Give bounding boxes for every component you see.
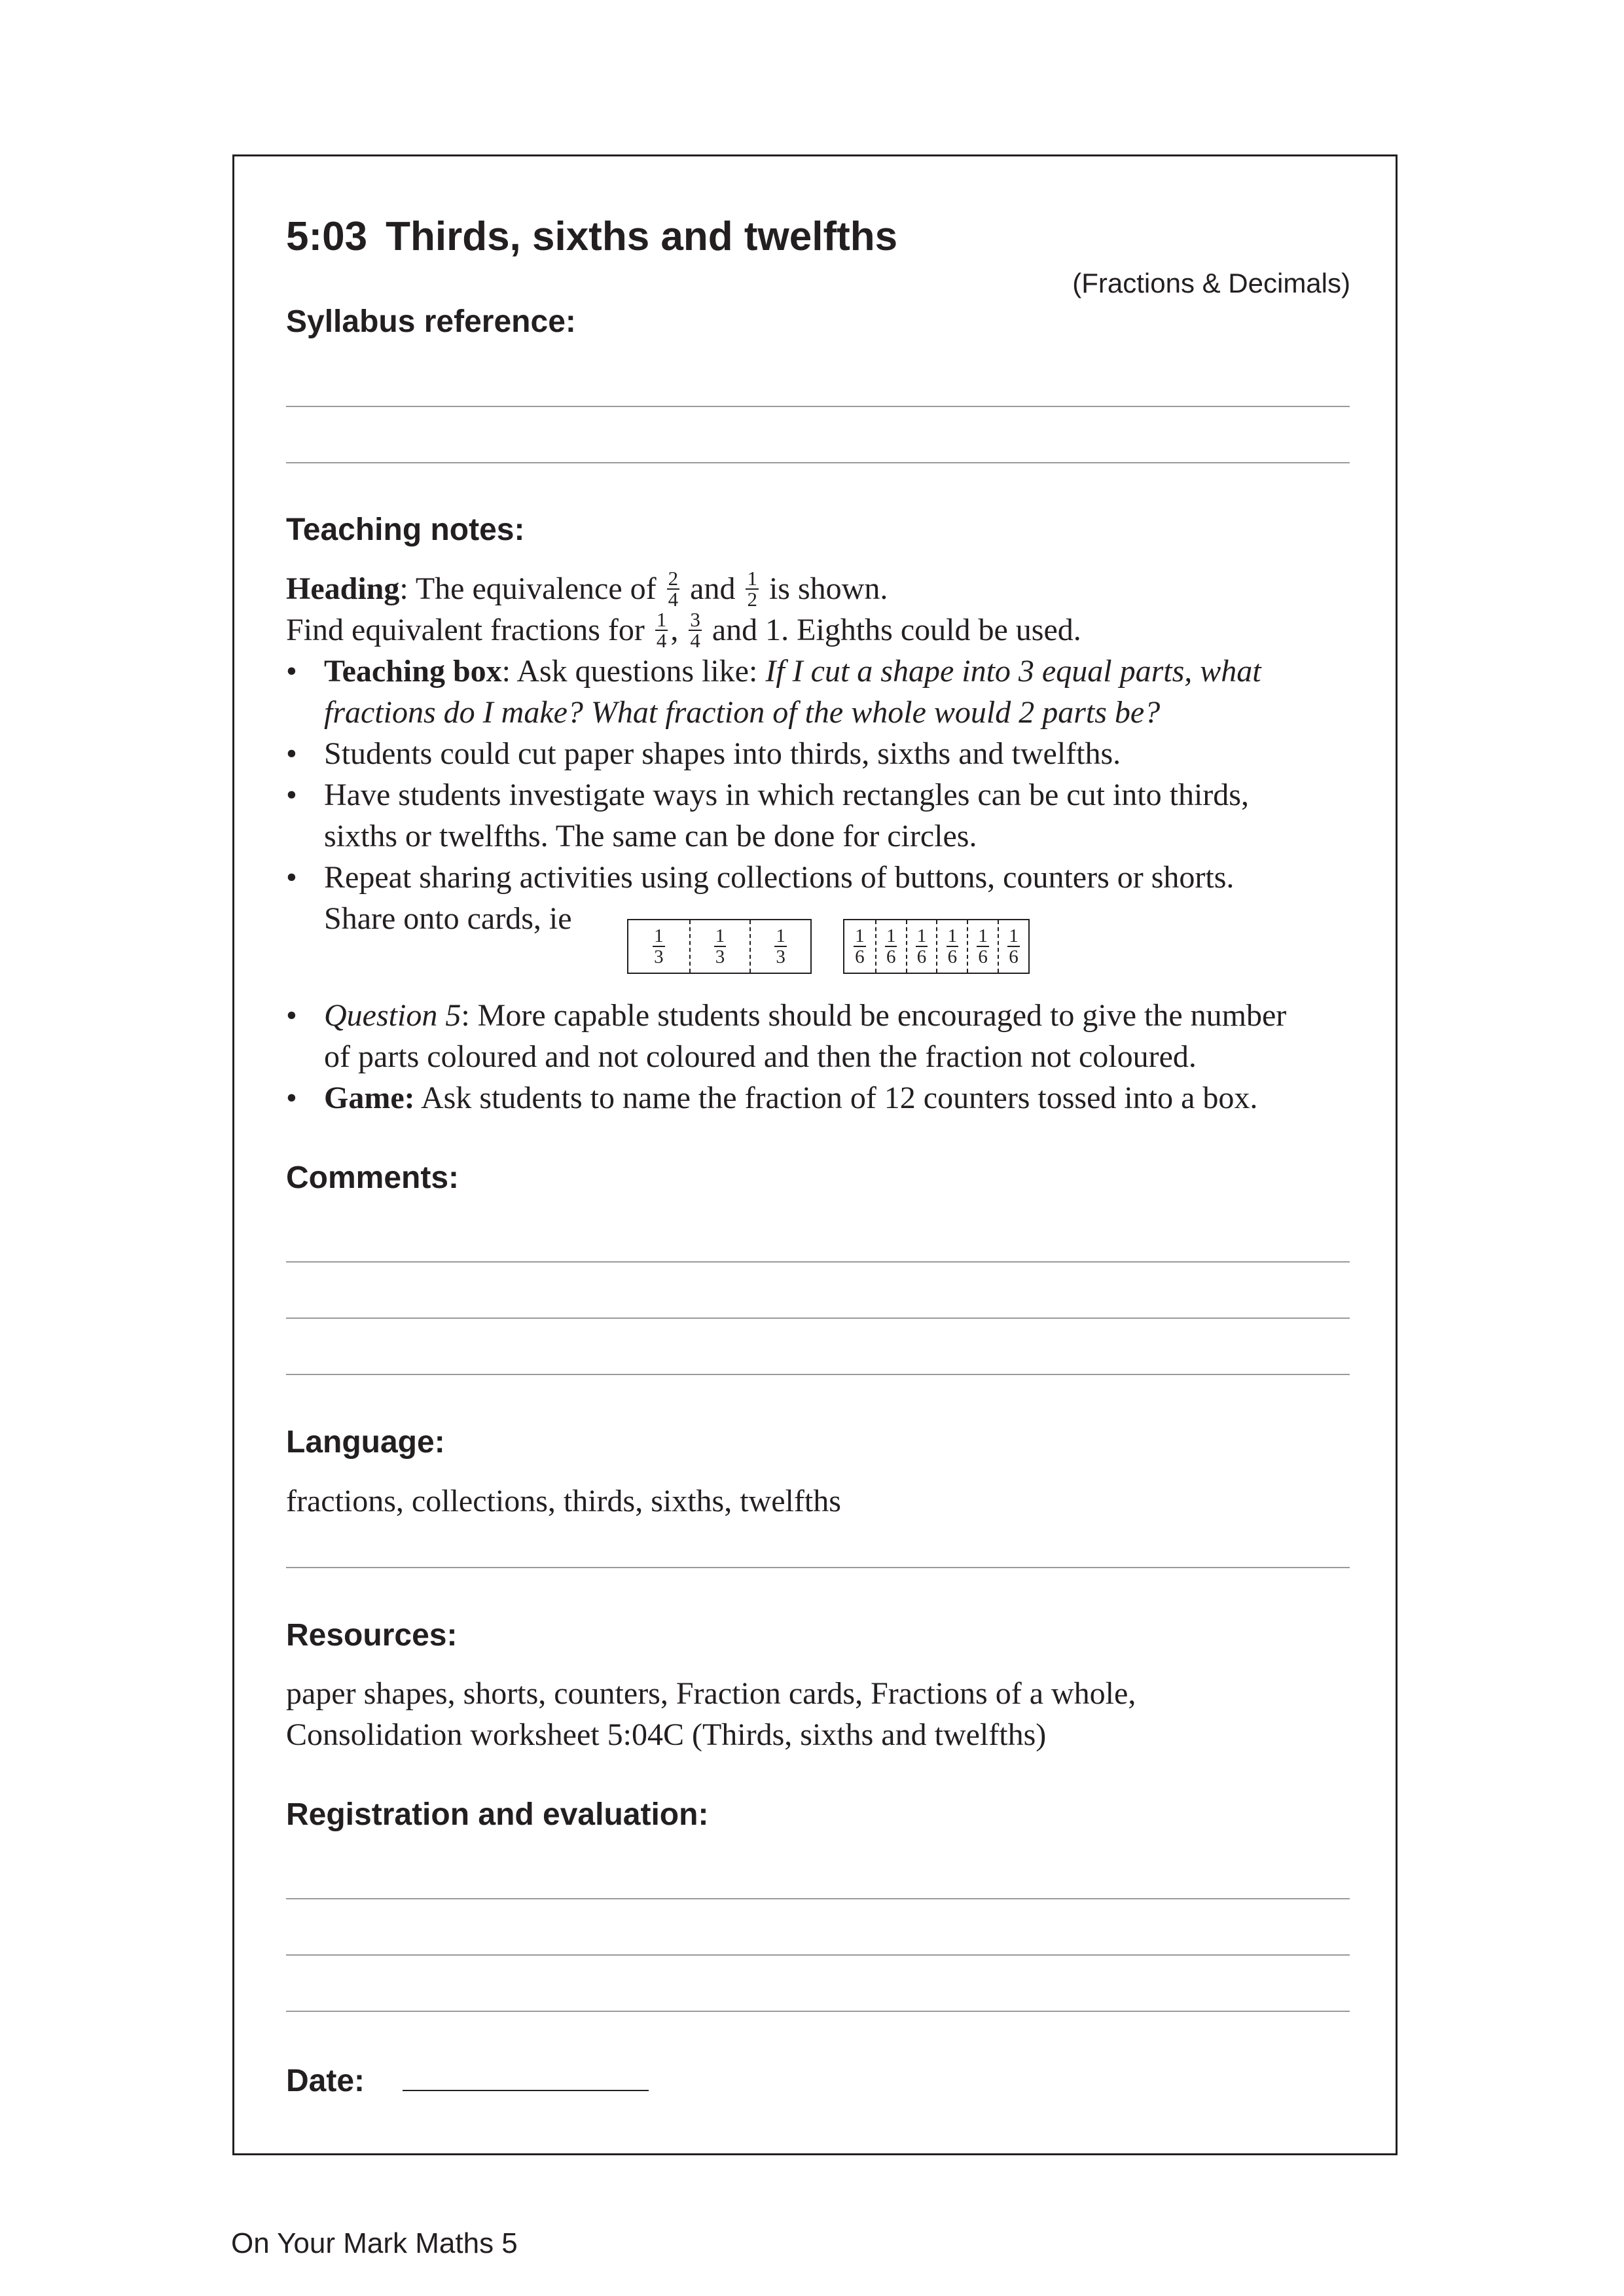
date-field[interactable] xyxy=(403,2090,649,2091)
denominator: 6 xyxy=(1009,946,1019,967)
numerator: 3 xyxy=(690,607,700,631)
thirds-card xyxy=(627,919,812,974)
numerator: 1 xyxy=(1009,925,1019,946)
fraction-one-third xyxy=(774,926,787,967)
resources-heading: Resources: xyxy=(286,1618,458,1653)
comments-heading: Comments: xyxy=(286,1160,460,1195)
teaching-box-question: fractions do I make? What fraction of the whole would 2 parts be? xyxy=(324,695,1161,730)
sixths-card xyxy=(843,919,1030,974)
lesson-title: Thirds, sixths and twelfths xyxy=(386,214,898,259)
fraction-one-sixth xyxy=(854,926,866,967)
numerator: 1 xyxy=(855,925,865,946)
bullet-icon: • xyxy=(286,778,297,812)
numerator: 1 xyxy=(715,925,725,946)
language-heading: Language: xyxy=(286,1425,445,1460)
comments-line-3[interactable] xyxy=(286,1374,1350,1375)
numerator: 1 xyxy=(978,925,988,946)
bullet-question5 xyxy=(286,995,1360,1036)
numerator: 1 xyxy=(776,925,785,946)
numerator: 1 xyxy=(947,925,958,946)
denominator: 4 xyxy=(690,628,700,652)
comments-line-2[interactable] xyxy=(286,1318,1350,1319)
bullet-text: of parts coloured and not coloured and then the fraction not coloured. xyxy=(324,1039,1197,1074)
denominator: 6 xyxy=(855,946,865,967)
card-cell xyxy=(844,920,875,973)
card-cell xyxy=(875,920,906,973)
bullet-teaching-box-cont xyxy=(286,692,1360,733)
bullet-text: : More capable students should be encouraged to give the number xyxy=(461,998,1287,1033)
page-frame xyxy=(232,154,1398,2155)
bullet-text: Repeat sharing activities using collections of buttons, counters or shorts. xyxy=(324,860,1235,895)
registration-line-3[interactable] xyxy=(286,2011,1350,2012)
bullet-rectangles xyxy=(286,774,1360,816)
lesson-number: 5:03 xyxy=(286,214,368,259)
card-cell xyxy=(906,920,937,973)
card-cell xyxy=(749,920,810,973)
numerator: 2 xyxy=(668,566,679,590)
fraction-one-sixth xyxy=(885,926,897,967)
numerator: 1 xyxy=(916,925,927,946)
category-label: (Fractions & Decimals) xyxy=(1072,268,1350,298)
bullet-icon: • xyxy=(286,1081,297,1115)
equivalent-text: and 1. Eighths could be used. xyxy=(712,613,1081,647)
bullet-cut-paper xyxy=(286,733,1360,774)
fraction-one-quarter xyxy=(655,607,668,652)
question5-label: Question 5 xyxy=(324,998,461,1033)
bullet-icon: • xyxy=(286,998,297,1033)
bullet-text: Students could cut paper shapes into thirds, sixths and twelfths. xyxy=(324,736,1121,771)
registration-line-1[interactable] xyxy=(286,1898,1350,1899)
resources-line: paper shapes, shorts, counters, Fraction cards, Fractions of a whole, xyxy=(286,1676,1136,1711)
denominator: 4 xyxy=(656,628,667,652)
syllabus-line-2[interactable] xyxy=(286,462,1350,463)
heading-text: is shown. xyxy=(768,571,888,606)
comments-line-1[interactable] xyxy=(286,1261,1350,1263)
bullet-game xyxy=(286,1077,1360,1119)
card-cell xyxy=(967,920,998,973)
fraction-one-sixth xyxy=(947,926,959,967)
game-label: Game: xyxy=(324,1081,415,1115)
equivalent-note xyxy=(286,609,1360,651)
teaching-box-text: : Ask questions like: xyxy=(501,654,758,689)
fraction-two-quarters xyxy=(667,566,680,611)
syllabus-heading: Syllabus reference: xyxy=(286,304,576,339)
card-cell xyxy=(689,920,750,973)
teaching-box-question: If I cut a shape into 3 equal parts, what xyxy=(765,654,1261,689)
bullet-sharing-cont xyxy=(286,898,1360,939)
card-cell xyxy=(998,920,1028,973)
bullet-question5-cont xyxy=(286,1036,1360,1077)
bullet-teaching-box xyxy=(286,651,1360,692)
bullet-icon: • xyxy=(286,654,297,689)
fraction-one-third xyxy=(714,926,727,967)
heading-note xyxy=(286,568,1360,609)
denominator: 3 xyxy=(715,946,725,967)
page-title xyxy=(286,211,897,263)
bullet-icon: • xyxy=(286,860,297,895)
bullet-icon: • xyxy=(286,736,297,771)
fraction-one-half xyxy=(746,566,759,611)
date-label: Date: xyxy=(286,2064,365,2098)
teaching-notes-body-cont xyxy=(286,995,1360,1119)
denominator: 3 xyxy=(776,946,785,967)
numerator: 1 xyxy=(886,925,896,946)
bullet-text: Have students investigate ways in which rectangles can be cut into thirds, xyxy=(324,778,1249,812)
denominator: 6 xyxy=(886,946,896,967)
syllabus-line-1[interactable] xyxy=(286,406,1350,407)
denominator: 3 xyxy=(654,946,664,967)
bullet-rectangles-cont xyxy=(286,816,1360,857)
bullet-text: Ask students to name the fraction of 12 counters tossed into a box. xyxy=(420,1081,1258,1115)
heading-label: Heading xyxy=(286,571,400,606)
numerator: 1 xyxy=(656,607,667,631)
bullet-text: Share onto cards, ie xyxy=(324,901,572,936)
denominator: 6 xyxy=(978,946,988,967)
teaching-notes-heading: Teaching notes: xyxy=(286,512,525,547)
numerator: 1 xyxy=(747,566,757,590)
fraction-one-sixth xyxy=(977,926,989,967)
bullet-text: sixths or twelfths. The same can be done for circles. xyxy=(324,819,977,853)
language-line[interactable] xyxy=(286,1567,1350,1568)
denominator: 2 xyxy=(747,587,757,611)
fraction-three-quarters xyxy=(689,607,702,652)
registration-heading: Registration and evaluation: xyxy=(286,1797,709,1832)
heading-text: and xyxy=(690,571,736,606)
fraction-one-sixth xyxy=(1007,926,1020,967)
heading-text: : The equivalence of xyxy=(399,571,657,606)
denominator: 6 xyxy=(916,946,927,967)
language-text: fractions, collections, thirds, sixths, twelfths xyxy=(286,1484,841,1518)
numerator: 1 xyxy=(654,925,664,946)
fraction-one-third xyxy=(653,926,665,967)
resources-body xyxy=(286,1673,1360,1755)
denominator: 4 xyxy=(668,587,679,611)
resources-line: Consolidation worksheet 5:04C (Thirds, sixths and twelfths) xyxy=(286,1717,1047,1752)
registration-line-2[interactable] xyxy=(286,1954,1350,1956)
bullet-sharing xyxy=(286,857,1360,898)
fraction-one-sixth xyxy=(916,926,928,967)
teaching-notes-body xyxy=(286,568,1360,939)
page-footer: On Your Mark Maths 5 xyxy=(231,2227,518,2259)
teaching-box-label: Teaching box xyxy=(324,654,502,689)
card-cell xyxy=(936,920,967,973)
comma: , xyxy=(670,613,679,647)
equivalent-text: Find equivalent fractions for xyxy=(286,613,645,647)
denominator: 6 xyxy=(947,946,958,967)
card-cell xyxy=(628,920,689,973)
